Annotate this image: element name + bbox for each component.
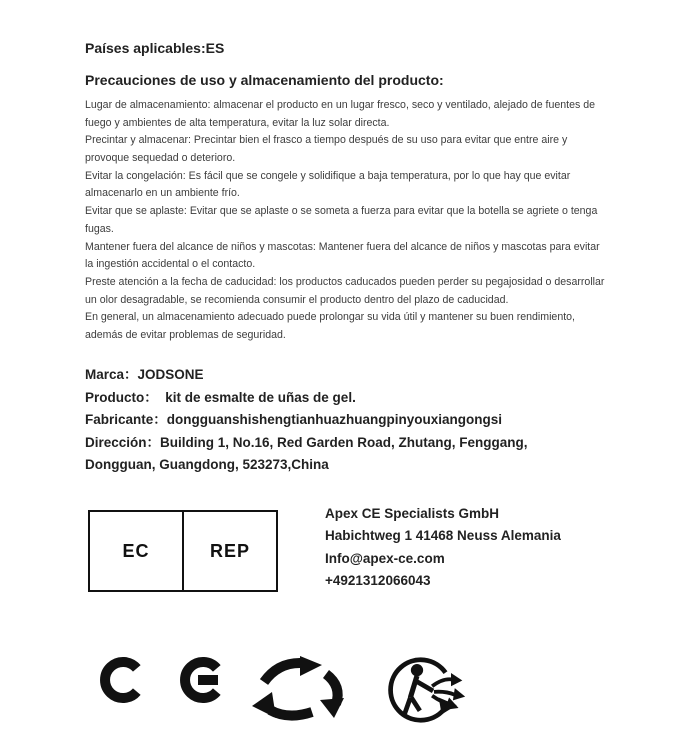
product-info-line: Fabricante：dongguanshishengtianhuazhuangpinyouxiangongsi: [85, 412, 503, 427]
ec-rep-ec-cell: [90, 512, 184, 590]
precaution-line: además de evitar problemas de seguridad.: [85, 328, 286, 341]
recycling-icon: [246, 654, 350, 722]
precaution-line: Evitar la congelación: Es fácil que se congele y solidifique a baja temperatura, por lo que hay que evitar: [85, 169, 571, 182]
applicable-countries-line: Países aplicables:ES: [85, 40, 225, 56]
precautions-title: Precauciones de uso y almacenamiento del producto:: [85, 72, 444, 88]
ec-label: EC: [122, 540, 150, 561]
rep-label: REP: [209, 540, 250, 561]
product-info-line: Dirección：Building 1, No.16, Red Garden Road, Zhutang, Fenggang,: [85, 434, 528, 450]
ec-rep-symbol: [88, 510, 278, 592]
ec-rep-rep-cell: [184, 512, 276, 590]
precaution-line: fugas.: [85, 222, 114, 235]
representative-line: Info@apex-ce.com: [325, 550, 445, 566]
precaution-line: un olor desagradable, se recomienda consumir el producto dentro del plazo de caducidad.: [85, 293, 509, 306]
precaution-line: Precintar y almacenar: Precintar bien el frasco a tiempo después de su uso para evitar que entre aire y: [85, 134, 568, 147]
product-info-line: Dongguan, Guangdong, 523273,China: [85, 457, 329, 472]
product-info-block: [85, 364, 645, 477]
eu-representative-block: [325, 503, 645, 592]
product-info-line: Marca：JODSONE: [85, 367, 204, 382]
precaution-line: almacenarlo en un ambiente frío.: [85, 187, 240, 200]
representative-line: +4921312066043: [325, 572, 431, 588]
precaution-line: Preste atención a la fecha de caducidad: los productos caducados pueden perder su pegajosidad o desarrollar: [85, 275, 605, 288]
precautions-text-block: [85, 97, 645, 345]
precaution-line: Lugar de almacenamiento: almacenar el producto en un lugar fresco, seco y ventilado, alejado de fuentes de: [85, 99, 596, 111]
representative-line: Apex CE Specialists GmbH: [325, 506, 500, 521]
precaution-line: Evitar que se aplaste: Evitar que se aplaste o se someta a fuerza para evitar que la botella se agriete o tenga: [85, 205, 598, 218]
ce-mark-icon: [93, 655, 235, 705]
precaution-line: provoque sequedad o deterioro.: [85, 152, 236, 165]
product-info-line: Producto： kit de esmalte de uñas de gel.: [85, 389, 356, 405]
triman-icon: [383, 652, 468, 728]
precaution-line: la ingestión accidental o el contacto.: [85, 258, 256, 271]
precaution-line: Mantener fuera del alcance de niños y mascotas: Mantener fuera del alcance de niños y mascotas para evitar: [85, 240, 600, 253]
precaution-line: fuego y ambientes de alta temperatura, evitar la luz solar directa.: [85, 116, 390, 129]
representative-line: Habichtweg 1 41468 Neuss Alemania: [325, 528, 561, 544]
precaution-line: En general, un almacenamiento adecuado puede prolongar su vida útil y mantener su buen rendimiento,: [85, 311, 575, 324]
